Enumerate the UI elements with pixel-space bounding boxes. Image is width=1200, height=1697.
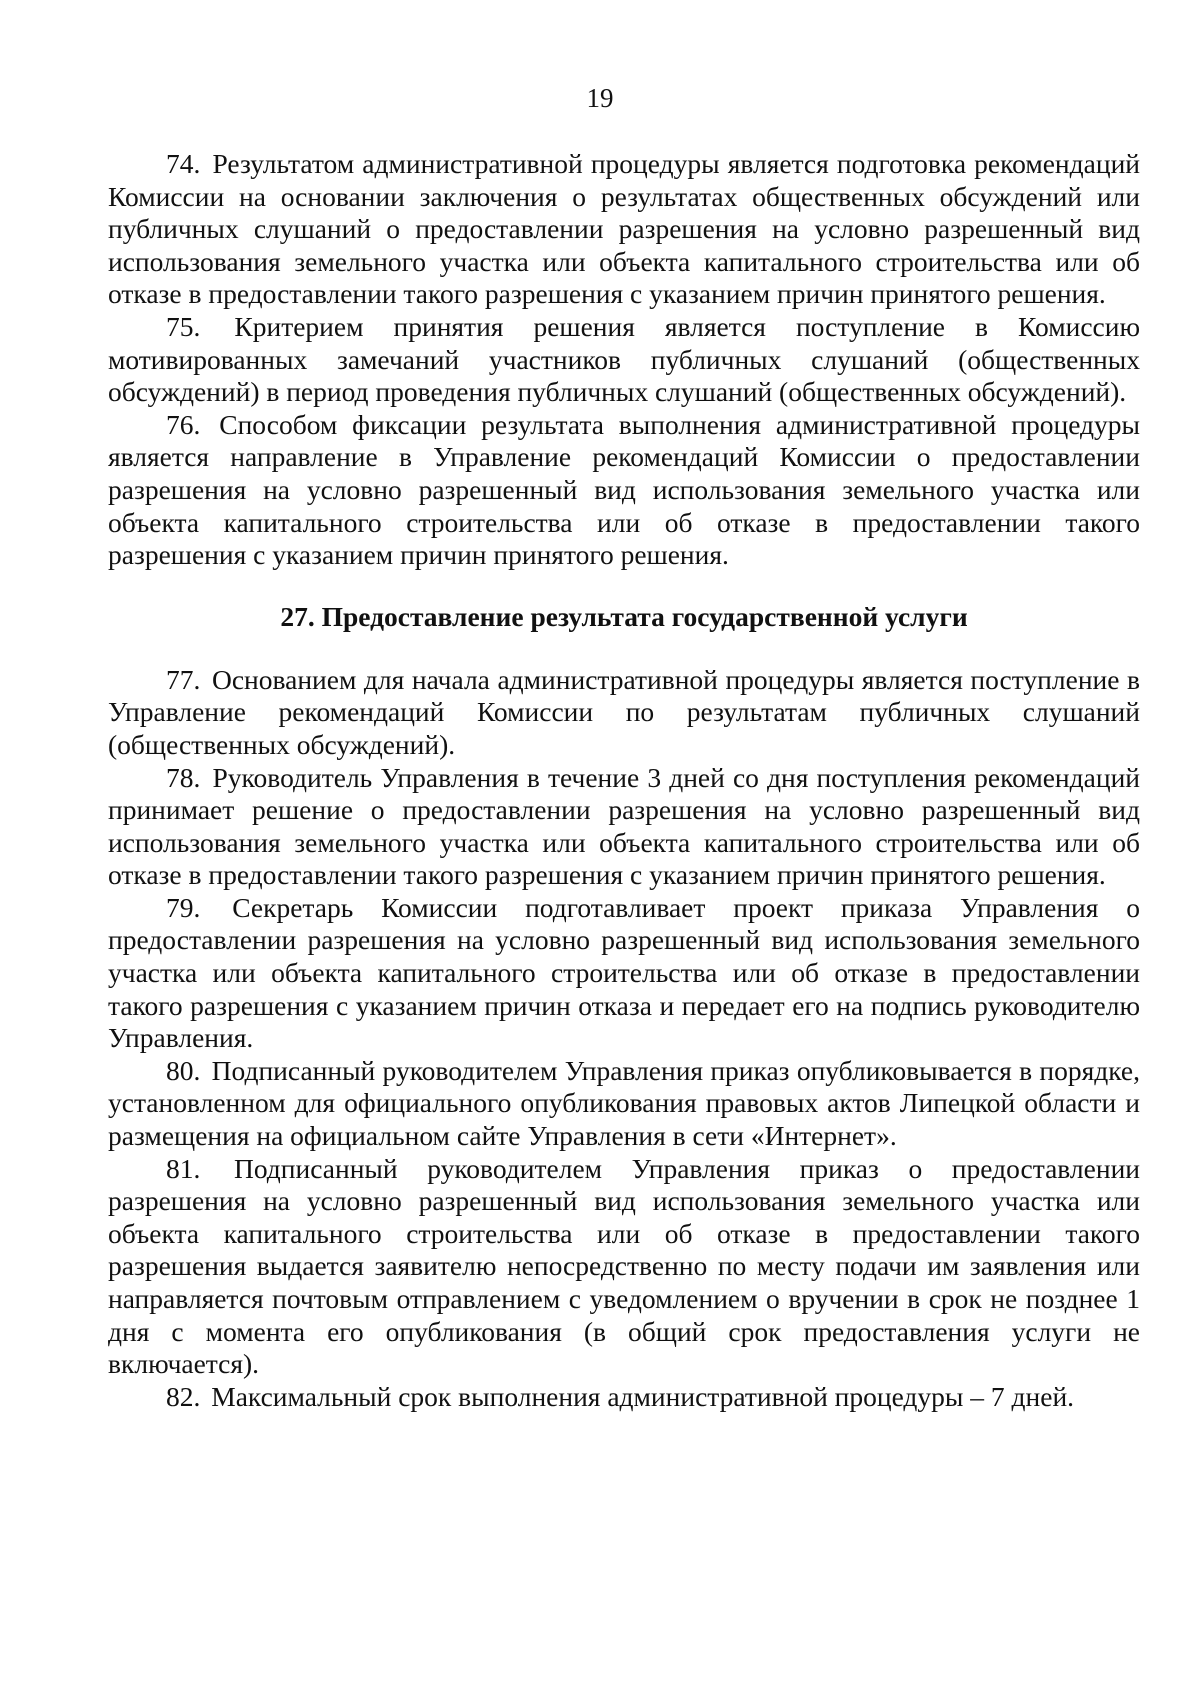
paragraph-number: 77. — [166, 663, 201, 695]
paragraph-number: 76. — [166, 408, 201, 440]
paragraph-text: Способом фиксации результата выполнения административной процедуры является направление в Управление рекомендаций Комиссии о предоставлении разрешения на условно разрешенный вид использования земельного участка или объекта капитального строительства или об отказе в предоставлении такого разрешения с указанием причин принятого решения. — [108, 408, 1141, 571]
paragraph-75 — [108, 311, 1140, 409]
paragraph-81 — [108, 1153, 1140, 1381]
page-number: 19 — [586, 83, 614, 113]
paragraph-text: Секретарь Комиссии подготавливает проект приказа Управления о предоставлении разрешения на условно разрешенный вид использования земельного участка или объекта капитального строительства или об отказе в предоставлении такого разрешения с указанием причин отказа и передает его на подпись руководителю Управления. — [108, 891, 1140, 1054]
section-heading: 27. Предоставление результата государственной услуги — [280, 600, 968, 632]
paragraph-number: 78. — [166, 761, 201, 793]
paragraph-text: Результатом административной процедуры является подготовка рекомендаций Комиссии на основании заключения о результатах общественных обсуждений или публичных слушаний о предоставлении разрешения на условно разрешенный вид использования земельного участка или объекта капитального строительства или об отказе в предоставлении такого разрешения с указанием причин принятого решения. — [108, 148, 1141, 310]
paragraph-76 — [108, 409, 1140, 572]
paragraph-text: Основанием для начала административной процедуры является поступление в Управление рекомендаций Комиссии по результатам публичных слушаний (общественных обсуждений). — [108, 663, 1141, 760]
paragraph-80 — [108, 1055, 1140, 1153]
document-body — [108, 148, 1140, 1413]
paragraph-text: Максимальный срок выполнения административной процедуры – 7 дней. — [211, 1380, 1075, 1412]
paragraph-number: 82. — [166, 1380, 201, 1412]
paragraph-number: 74. — [166, 148, 201, 179]
paragraph-82 — [108, 1381, 1140, 1414]
paragraph-number: 80. — [166, 1054, 201, 1086]
paragraph-74 — [108, 148, 1140, 311]
paragraph-77 — [108, 664, 1140, 762]
paragraph-number: 81. — [166, 1152, 201, 1184]
paragraph-text: Руководитель Управления в течение 3 дней со дня поступления рекомендаций принимает решение о предоставлении разрешения на условно разрешенный вид использования земельного участка или объекта капитального строительства или об отказе в предоставлении такого разрешения с указанием причин принятого решения. — [108, 761, 1140, 891]
paragraph-text: Критерием принятия решения является поступление в Комиссию мотивированных замечаний участников публичных слушаний (общественных обсуждений) в период проведения публичных слушаний (общественных обсуждений). — [108, 310, 1140, 408]
paragraph-78 — [108, 762, 1140, 892]
paragraph-text: Подписанный руководителем Управления приказ о предоставлении разрешения на условно разрешенный вид использования земельного участка или объекта капитального строительства или об отказе в предоставлении такого разрешения выдается заявителю непосредственно по месту подачи им заявления или направляется почтовым отправлением с уведомлением о вручении в срок не позднее 1 дня с момента его опубликования (в общий срок предоставления услуги не включается). — [108, 1152, 1141, 1380]
paragraph-number: 79. — [166, 891, 201, 923]
paragraph-text: Подписанный руководителем Управления приказ опубликовывается в порядке, установленном для официального опубликования правовых актов Липецкой области и размещения на официальном сайте Управления в сети «Интернет». — [108, 1054, 1140, 1152]
paragraph-number: 75. — [166, 310, 201, 342]
paragraph-79 — [108, 892, 1140, 1055]
